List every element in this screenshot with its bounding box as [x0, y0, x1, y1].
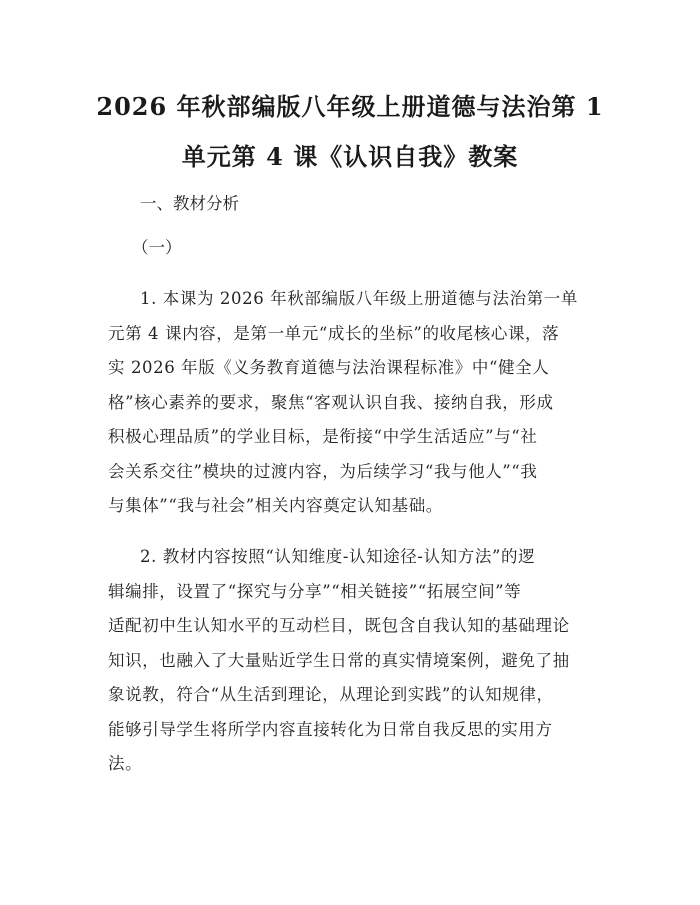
paragraph-line: 与集体”“我与社会”相关内容奠定认知基础。 [108, 496, 443, 515]
paragraph-line: 会关系交往”模块的过渡内容，为后续学习“我与他人”“我 [108, 461, 538, 481]
paragraph-line: 法。 [108, 754, 143, 773]
paragraph-line: 象说教，符合“从生活到理论，从理论到实践”的认知规律， [108, 685, 554, 704]
title-line-1: 2026 年秋部编版八年级上册道德与法治第 1 [96, 92, 604, 121]
document-title [95, 82, 605, 182]
paragraph-line: 适配初中生认知水平的互动栏目，既包含自我认知的基础理论 [108, 616, 570, 635]
paragraph-line: 1. 本课为 2026 年秋部编版八年级上册道德与法治第一单 [140, 289, 578, 308]
paragraph-line: 格”核心素养的要求，聚焦“客观认识自我、接纳自我，形成 [108, 392, 554, 412]
paragraph-1 [108, 282, 598, 524]
subsection-heading: （一） [132, 238, 182, 257]
paragraph-2 [108, 540, 598, 782]
paragraph-line: 能够引导学生将所学内容直接转化为日常自我反思的实用方 [108, 719, 553, 739]
paragraph-line: 元第 4 课内容，是第一单元“成长的坐标”的收尾核心课，落 [108, 323, 560, 343]
section-heading: 一、教材分析 [140, 194, 239, 213]
title-line-2: 单元第 4 课《认识自我》教案 [181, 142, 519, 171]
paragraph-line: 积极心理品质”的学业目标，是衔接“中学生活适应”与“社 [108, 427, 538, 446]
paragraph-line: 辑编排，设置了“探究与分享”“相关链接”“拓展空间”等 [108, 581, 522, 601]
paragraph-line: 知识，也融入了大量贴近学生日常的真实情境案例，避免了抽 [108, 650, 570, 670]
paragraph-line: 2. 教材内容按照“认知维度-认知途径-认知方法”的逻 [140, 547, 536, 566]
paragraph-line: 实 2026 年版《义务教育道德与法治课程标准》中“健全人 [108, 358, 550, 377]
